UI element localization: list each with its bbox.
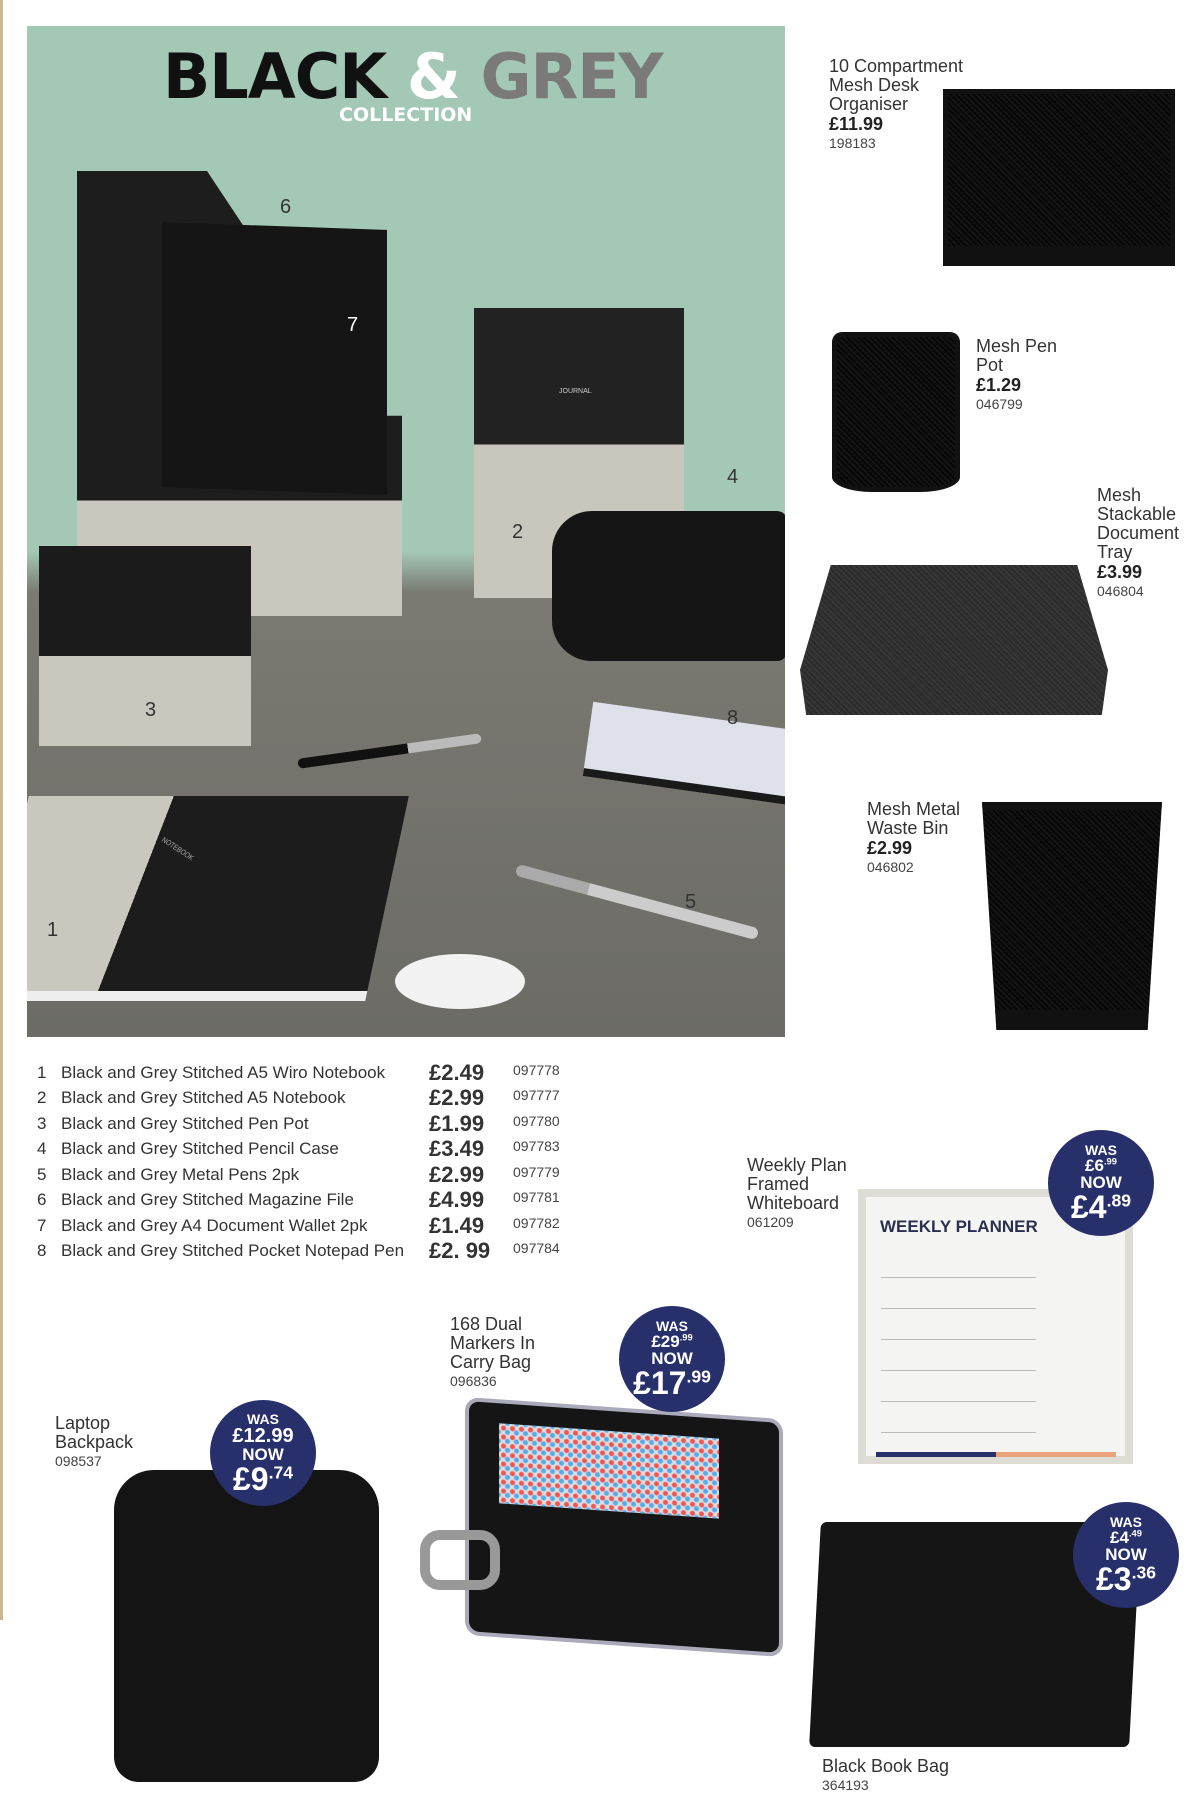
product-code: 098537 [55, 1453, 102, 1469]
product-name: Laptop Backpack [55, 1413, 134, 1452]
product-name: Mesh Stackable Document Tray [1097, 485, 1180, 562]
product-name: 168 Dual Markers In Carry Bag [450, 1314, 536, 1372]
product-code: 096836 [450, 1373, 497, 1389]
list-item: 8 Black and Grey Stitched Pocket Notepad Pen £2. 99 097784 [37, 1238, 560, 1264]
list-item: 1 Black and Grey Stitched A5 Wiro Notebook £2.49 097778 [37, 1059, 560, 1085]
photo-number: 4 [727, 466, 739, 488]
product-markers [450, 1315, 560, 1390]
whiteboard-title: WEEKLY PLANNER [880, 1217, 1038, 1236]
product-code: 046802 [867, 859, 914, 875]
organiser-image [943, 89, 1175, 266]
product-code: 061209 [747, 1214, 794, 1230]
tray-image [800, 565, 1108, 715]
list-item: 5 Black and Grey Metal Pens 2pk £2.99 097779 [37, 1161, 560, 1187]
photo-number: 7 [347, 314, 359, 336]
list-item: 6 Black and Grey Stitched Magazine File £4.99 097781 [37, 1187, 560, 1213]
product-price: £2.99 [867, 838, 913, 858]
product-code: 198183 [829, 135, 876, 151]
list-item: 3 Black and Grey Stitched Pen Pot £1.99 097780 [37, 1110, 560, 1136]
pen [515, 864, 760, 940]
collection-title: BLACK & GREY [163, 40, 663, 113]
journal-label: JOURNAL [559, 388, 592, 395]
collection-subtitle: COLLECTION [339, 104, 473, 126]
price-badge: WAS $£4^{.49}$ NOW $£3^{.36}$ [1073, 1502, 1179, 1608]
product-bin [867, 800, 987, 876]
price-badge: WAS £12.99 NOW $£9^{.74}$ [210, 1400, 316, 1506]
photo-number: 3 [145, 699, 157, 721]
product-name: Black Book Bag [822, 1756, 950, 1776]
price-badge: WAS $£6^{.99}$ NOW $£4^{.89}$ [1048, 1130, 1154, 1236]
bin-image [982, 802, 1162, 1030]
photo-number: 8 [727, 707, 739, 729]
product-backpack [55, 1414, 165, 1470]
photo-number: 6 [280, 196, 292, 218]
photo-number: 5 [685, 891, 697, 913]
product-name: Weekly Plan Framed Whiteboard [747, 1155, 847, 1213]
product-price: £1.29 [976, 375, 1022, 395]
page-edge-line [0, 0, 3, 1620]
document-wallet [162, 222, 387, 495]
product-name: 10 Compartment Mesh Desk Organiser [829, 56, 964, 114]
photo-number: 2 [512, 521, 524, 543]
pen-pot-image [832, 332, 960, 492]
product-price: £11.99 [829, 114, 884, 134]
product-price: £3.99 [1097, 562, 1143, 582]
product-whiteboard [747, 1156, 857, 1231]
pocket-notepad [583, 702, 785, 805]
product-tray [1097, 486, 1197, 600]
pencil-case [552, 511, 785, 661]
product-bookbag [822, 1757, 1022, 1794]
collection-photo [27, 26, 785, 1037]
product-code: 364193 [822, 1777, 869, 1793]
pen [297, 733, 482, 769]
wiro-notebook [27, 796, 409, 1001]
price-badge: WAS $£29^{.99}$ NOW $£17^{.99}$ [619, 1306, 725, 1412]
markers-bag-image [465, 1397, 783, 1657]
product-name: Mesh Pen Pot [976, 336, 1058, 375]
photo-number: 1 [47, 919, 59, 941]
product-penpot [976, 337, 1086, 413]
list-item: 2 Black and Grey Stitched A5 Notebook £2.99 097777 [37, 1085, 560, 1111]
list-item: 4 Black and Grey Stitched Pencil Case £3.49 097783 [37, 1136, 560, 1162]
product-code: 046804 [1097, 583, 1144, 599]
collection-price-list [37, 1060, 560, 1264]
list-item: 7 Black and Grey A4 Document Wallet 2pk £1.49 097782 [37, 1212, 560, 1238]
bag-strap [420, 1530, 500, 1590]
eraser [395, 954, 525, 1009]
product-code: 046799 [976, 396, 1023, 412]
backpack-image [114, 1470, 379, 1782]
notebook-label: NOTEBOOK [159, 836, 195, 863]
product-name: Mesh Metal Waste Bin [867, 799, 961, 838]
